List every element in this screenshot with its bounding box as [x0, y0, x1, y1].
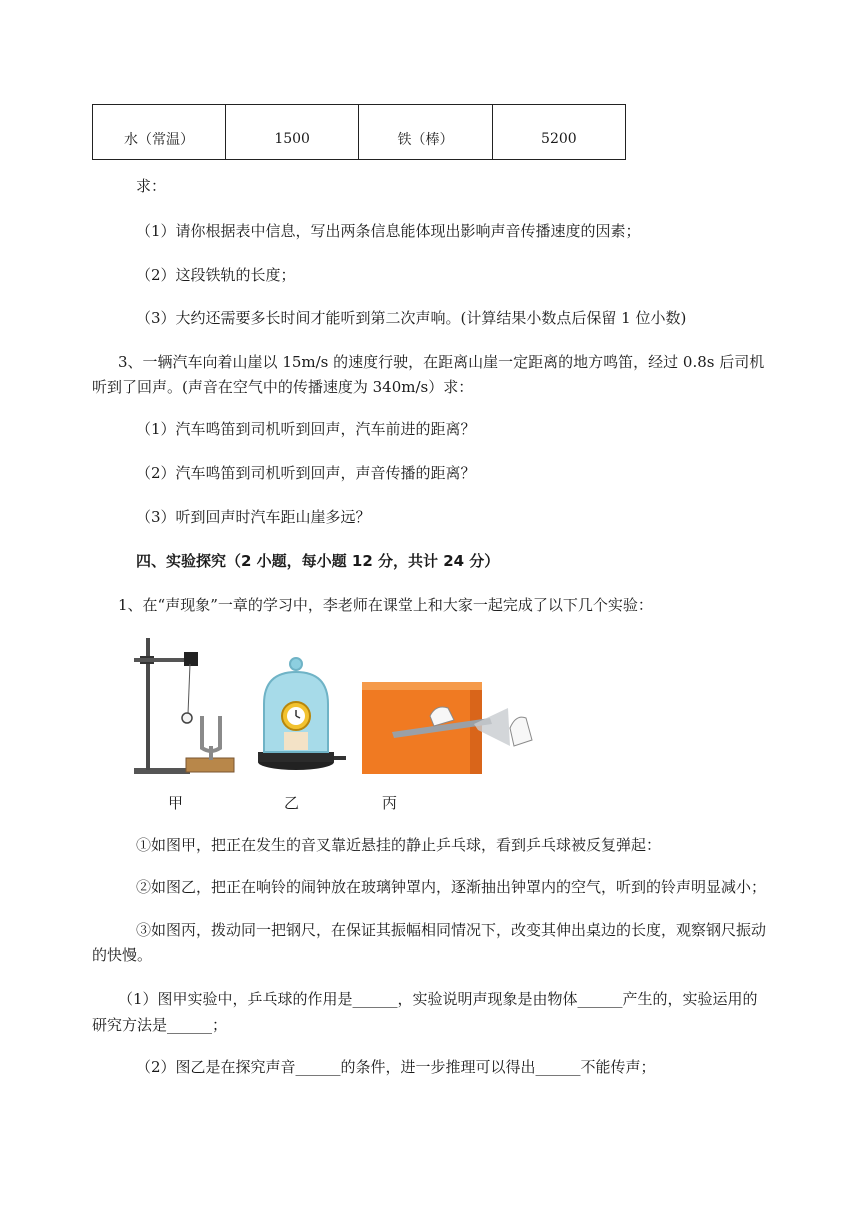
- observation-item: ②如图乙，把正在响铃的闹钟放在玻璃钟罩内，逐渐抽出钟罩内的空气，听到的铃声明显减小；: [136, 878, 767, 896]
- question-intro: 1、在“声现象”一章的学习中，李老师在课堂上和大家一起完成了以下几个实验：: [118, 596, 653, 614]
- table-row: [93, 105, 626, 160]
- question-item: （2）汽车鸣笛到司机听到回声，声音传播的距离？: [136, 464, 476, 482]
- table-cell-medium: 铁（棒）: [359, 105, 492, 160]
- question-item: （3）听到回声时汽车距山崖多远？: [136, 508, 371, 526]
- experiment-figures: [130, 634, 550, 814]
- experiment-illustrations: [130, 634, 550, 784]
- question-ask-label: 求：: [136, 177, 167, 195]
- figure-caption: 丙: [382, 794, 398, 812]
- subquestion-item-continued: 研究方法是______；: [92, 1016, 228, 1034]
- subquestion-item: （1）图甲实验中，乒乓球的作用是______，实验说明声现象是由物体______产生的，实验运用的: [118, 990, 758, 1008]
- question-stem: 3、一辆汽车向着山崖以 15m/s 的速度行驶，在距离山崖一定距离的地方鸣笛，经过 0.8s 后司机: [118, 353, 765, 371]
- observation-item: ③如图丙，拨动同一把钢尺，在保证其振幅相同情况下，改变其伸出桌边的长度，观察钢尺振动: [136, 921, 767, 939]
- tuning-fork-stand-figure: [134, 638, 234, 774]
- table-cell-speed: 5200: [492, 105, 625, 160]
- table-cell-speed: 1500: [226, 105, 359, 160]
- section-heading: 四、实验探究（2 小题，每小题 12 分，共计 24 分）: [136, 552, 500, 570]
- question-item: （1）请你根据表中信息，写出两条信息能体现出影响声音传播速度的因素；: [136, 222, 641, 240]
- subquestion-item: （2）图乙是在探究声音______的条件，进一步推理可以得出______不能传声；: [136, 1058, 656, 1076]
- question-stem-continued: 听到了回声。(声音在空气中的传播速度为 340m/s）求：: [92, 378, 474, 396]
- table-cell-medium: 水（常温）: [93, 105, 226, 160]
- question-item: （1）汽车鸣笛到司机听到回声，汽车前进的距离？: [136, 420, 476, 438]
- bell-jar-figure: [258, 658, 346, 770]
- ruler-table-figure: [362, 682, 532, 774]
- figure-caption: 甲: [168, 794, 184, 812]
- question-item: （2）这段铁轨的长度；: [136, 266, 296, 284]
- observation-item: ①如图甲，把正在发生的音叉靠近悬挂的静止乒乓球，看到乒乓球被反复弹起：: [136, 836, 662, 854]
- question-item: （3）大约还需要多长时间才能听到第二次声响。(计算结果小数点后保留 1 位小数): [136, 309, 687, 327]
- figure-caption: 乙: [284, 794, 300, 812]
- observation-item-continued: 的快慢。: [92, 946, 153, 964]
- sound-speed-table: [92, 104, 626, 160]
